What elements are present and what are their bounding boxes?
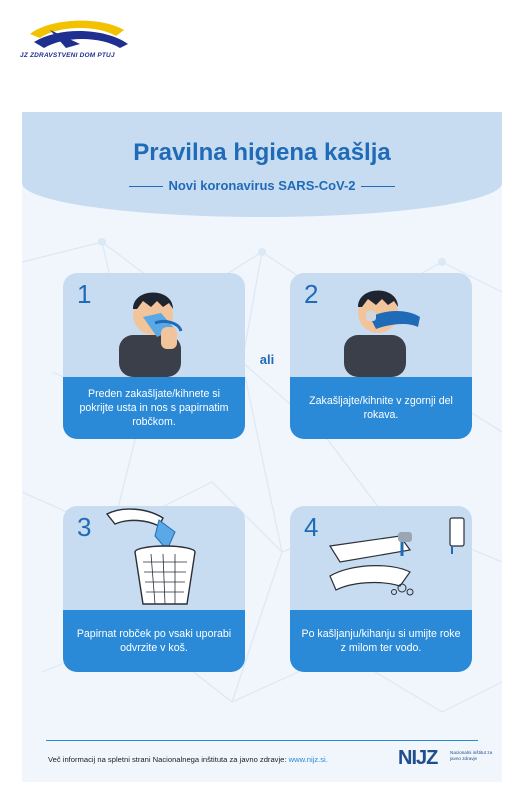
or-separator: ali	[259, 352, 275, 367]
footer-info: Več informacij na spletni strani Nacionalnega inštituta za javno zdravje:	[48, 755, 289, 764]
step-caption: Po kašljanju/kihanju si umijte roke z milom ter vodo.	[290, 610, 472, 672]
poster-title: Pravilna higiena kašlja	[133, 139, 391, 166]
subtitle-rule-left	[129, 186, 163, 187]
nijz-link[interactable]: www.nijz.si.	[288, 755, 328, 764]
footer-text	[48, 755, 328, 764]
step-number: 3	[77, 512, 92, 542]
subtitle-rule-right	[361, 186, 395, 187]
step-card-1	[63, 273, 245, 439]
step-card-2	[290, 273, 472, 439]
poster	[22, 112, 502, 782]
logo-text: JZ ZDRAVSTVENI DOM PTUJ	[20, 52, 115, 59]
step-number: 2	[304, 279, 319, 309]
step-card-4	[290, 506, 472, 672]
step-caption: Zakašljajte/kihnite v zgornji del rokava.	[290, 377, 472, 439]
step-caption: Preden zakašljate/kihnete si pokrijte usta in nos s papirnatim robčkom.	[63, 377, 245, 439]
footer-rule	[46, 740, 478, 741]
step-caption: Papirnat robček po vsaki uporabi odvrzite v koš.	[63, 610, 245, 672]
step-number: 4	[304, 512, 319, 542]
poster-subtitle	[22, 178, 502, 193]
nijz-logo: NIJZ	[398, 747, 438, 769]
nijz-org-name: Nacionalni inštitut za javno zdravje	[450, 750, 493, 761]
subtitle-text: Novi koronavirus SARS-CoV-2	[168, 178, 356, 193]
step-number: 1	[77, 279, 92, 309]
step-card-3	[63, 506, 245, 672]
